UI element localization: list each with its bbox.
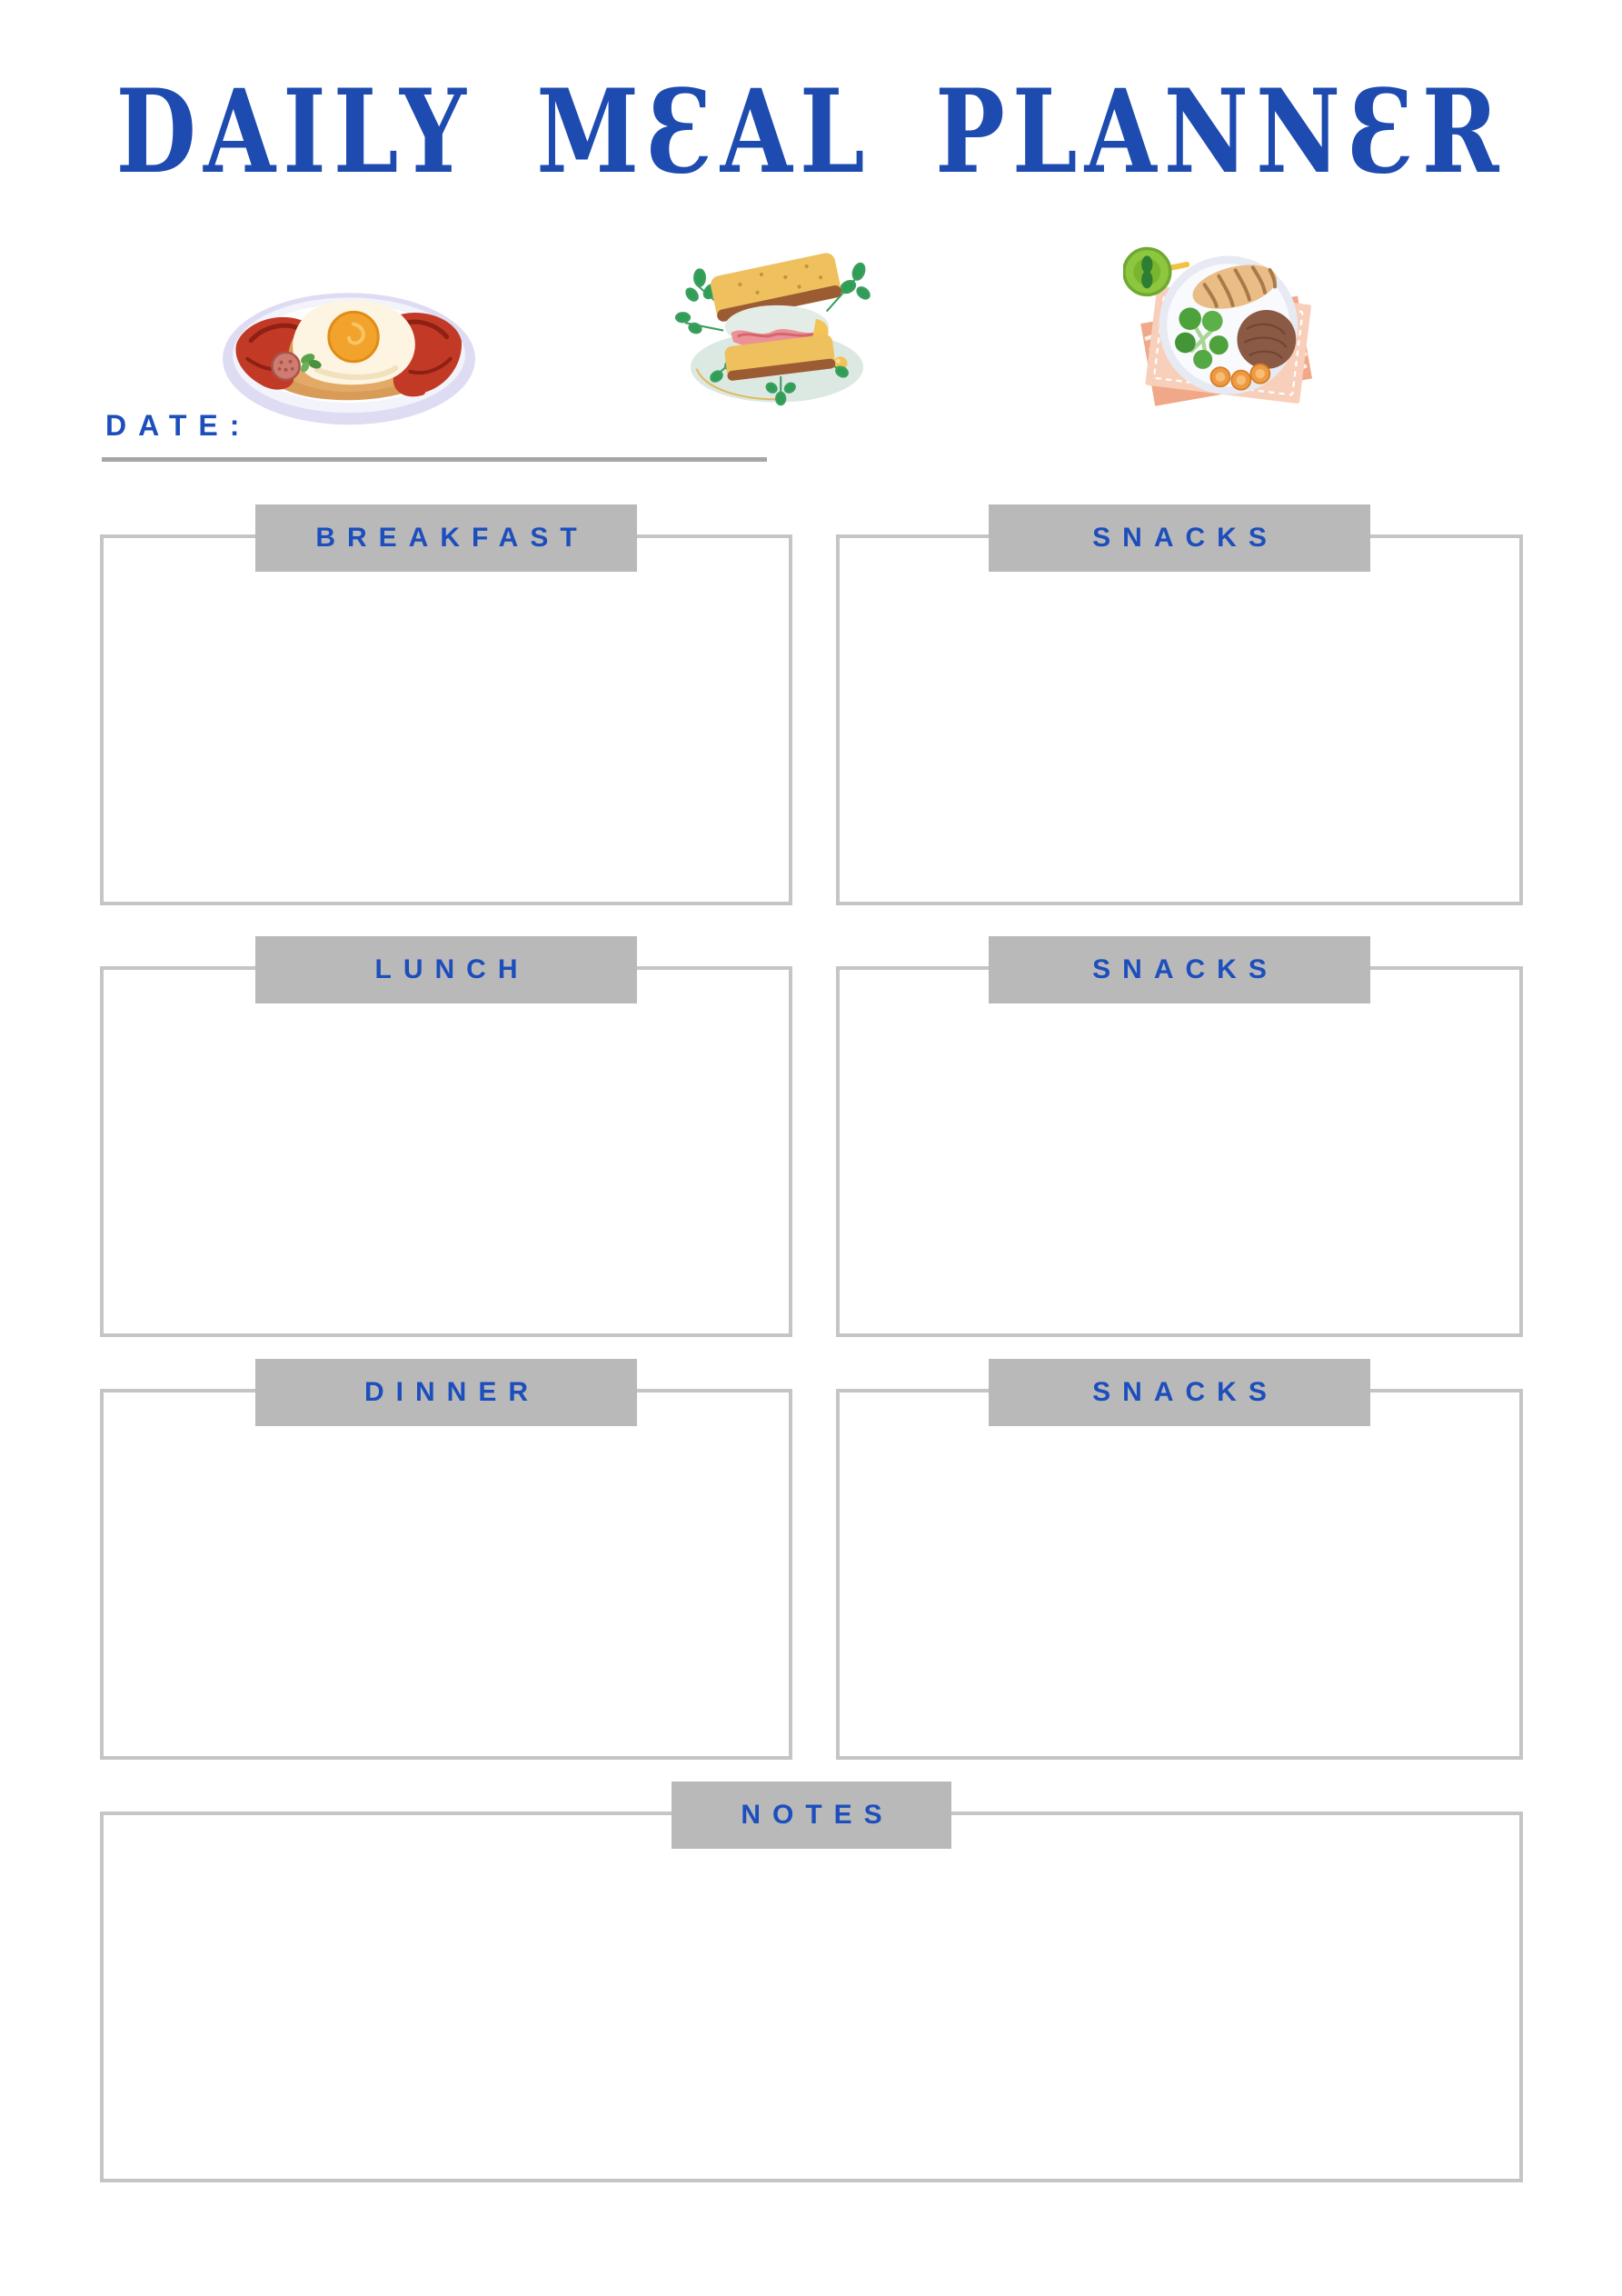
- lunch-entry-area[interactable]: [104, 970, 789, 1333]
- snacks-3-entry-area[interactable]: [840, 1393, 1519, 1756]
- page-title: DAILY MƐAL PLANNƐR: [115, 65, 1507, 200]
- snacks-3-section: [836, 1377, 1523, 1760]
- snacks-1-tab-label: SNACKS: [1092, 523, 1279, 553]
- notes-section: [100, 1800, 1523, 2182]
- date-value-field[interactable]: [300, 409, 754, 454]
- date-label: DATE:: [105, 409, 252, 442]
- snacks-1-section: [836, 523, 1523, 905]
- notes-entry-area[interactable]: [104, 1815, 1519, 2179]
- lunch-tab-label: LUNCH: [374, 954, 530, 984]
- snacks-1-entry-area[interactable]: [840, 538, 1519, 902]
- lunch-section: [100, 954, 792, 1337]
- dinner-section: [100, 1377, 792, 1760]
- breakfast-tab-label: BREAKFAST: [315, 523, 589, 553]
- dinner-tab-label: DINNER: [363, 1377, 540, 1407]
- snacks-2-section: [836, 954, 1523, 1337]
- breakfast-plate-illustration: [216, 256, 482, 430]
- breakfast-section: [100, 523, 792, 905]
- date-input-line[interactable]: [102, 457, 767, 462]
- snacks-2-tab-label: SNACKS: [1092, 954, 1279, 984]
- snacks-2-entry-area[interactable]: [840, 970, 1519, 1333]
- dinner-entry-area[interactable]: [104, 1393, 789, 1756]
- sandwich-illustration: [666, 227, 888, 407]
- dinner-plate-illustration: [1123, 245, 1330, 409]
- breakfast-entry-area[interactable]: [104, 538, 789, 902]
- notes-tab-label: NOTES: [741, 1800, 894, 1830]
- snacks-3-tab-label: SNACKS: [1092, 1377, 1279, 1407]
